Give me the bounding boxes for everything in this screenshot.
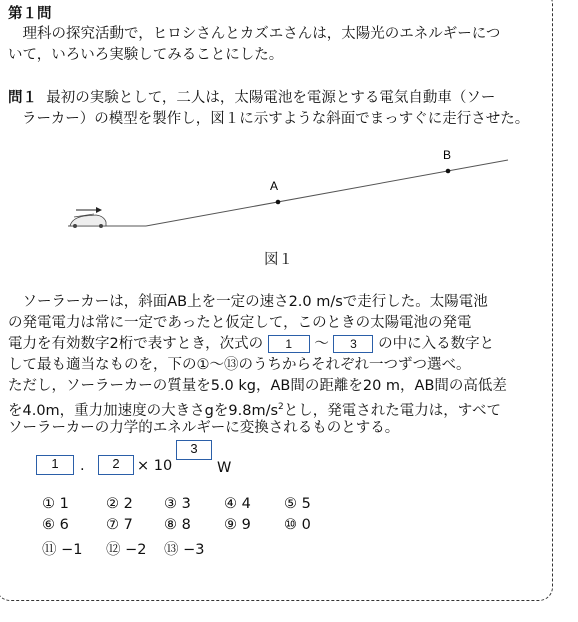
choice-10[interactable]: ⑩ 0 [284, 517, 311, 533]
figure-caption: 図１ [264, 252, 293, 268]
choice-7[interactable]: ⑦ 7 [106, 517, 133, 533]
choice-5[interactable]: ⑤ 5 [284, 496, 311, 512]
intro-line-2: いて，いろいろ実験してみることにした。 [8, 47, 284, 63]
problem-heading: 第１問 [8, 6, 52, 22]
choice-4[interactable]: ④ 4 [224, 496, 251, 512]
question-line-2: ラーカー）の模型を製作し，図１に示すような斜面でまっすぐに走行させた。 [22, 111, 530, 127]
choice-12[interactable]: ⑫ −2 [106, 542, 147, 558]
body-line-3: 電力を有効数字2桁で表すとき，次式の 1 ～ 3 の中に入る数字と [8, 336, 495, 352]
blank-3-ref: 3 [333, 335, 373, 353]
body-line-7: ソーラーカーの力学的エネルギーに変換されるものとする。 [8, 420, 400, 436]
question-label: 問１ [8, 90, 37, 106]
choice-11[interactable]: ⑪ −1 [42, 542, 83, 558]
body-line-2: の発電電力は常に一定であったと仮定して，このときの太陽電池の発電 [8, 315, 472, 331]
point-a-label: A [270, 179, 279, 193]
formula-unit: W [217, 460, 232, 476]
answer-blank-2[interactable]: 2 [98, 455, 134, 475]
answer-blank-1[interactable]: 1 [36, 455, 74, 475]
intro-line-1: 理科の探究活動で，ヒロシさんとカズエさんは，太陽光のエネルギーにつ [8, 26, 501, 42]
formula-times-ten: × 10 [137, 458, 173, 474]
body-line-5: ただし，ソーラーカーの質量を5.0 kg，AB間の距離を20 m，AB間の高低差 [8, 378, 507, 394]
point-b-label: B [443, 150, 452, 162]
answer-blank-3[interactable]: 3 [176, 440, 212, 460]
choice-1[interactable]: ① 1 [42, 496, 69, 512]
point-a-dot [276, 200, 281, 205]
incline-figure [60, 150, 520, 250]
body-line-6: を4.0m，重力加速度の大きさgを$9.8m/s^2$とし，発電された電力は，すべて [8, 402, 501, 419]
choice-9[interactable]: ⑨ 9 [224, 517, 251, 533]
point-b-dot [446, 169, 451, 174]
question-line-1 [8, 88, 495, 108]
body-line-4: して最も適当なものを，下の①～⑬のうちからそれぞれ一つずつ選べ。 [8, 357, 471, 373]
choice-6[interactable]: ⑥ 6 [42, 517, 69, 533]
choice-3[interactable]: ③ 3 [164, 496, 191, 512]
question-text-1: 最初の実験として，二人は，太陽電池を電源とする電気自動車（ソー [46, 90, 496, 106]
incline-slope [146, 160, 508, 226]
choice-13[interactable]: ⑬ −3 [164, 542, 205, 558]
body-line-1: ソーラーカーは，斜面AB上を一定の速さ2.0 m/sで走行した。太陽電池 [8, 294, 488, 310]
choice-8[interactable]: ⑧ 8 [164, 517, 191, 533]
choice-2[interactable]: ② 2 [106, 496, 133, 512]
blank-1-ref: 1 [268, 335, 310, 353]
formula-dot: . [80, 458, 85, 474]
